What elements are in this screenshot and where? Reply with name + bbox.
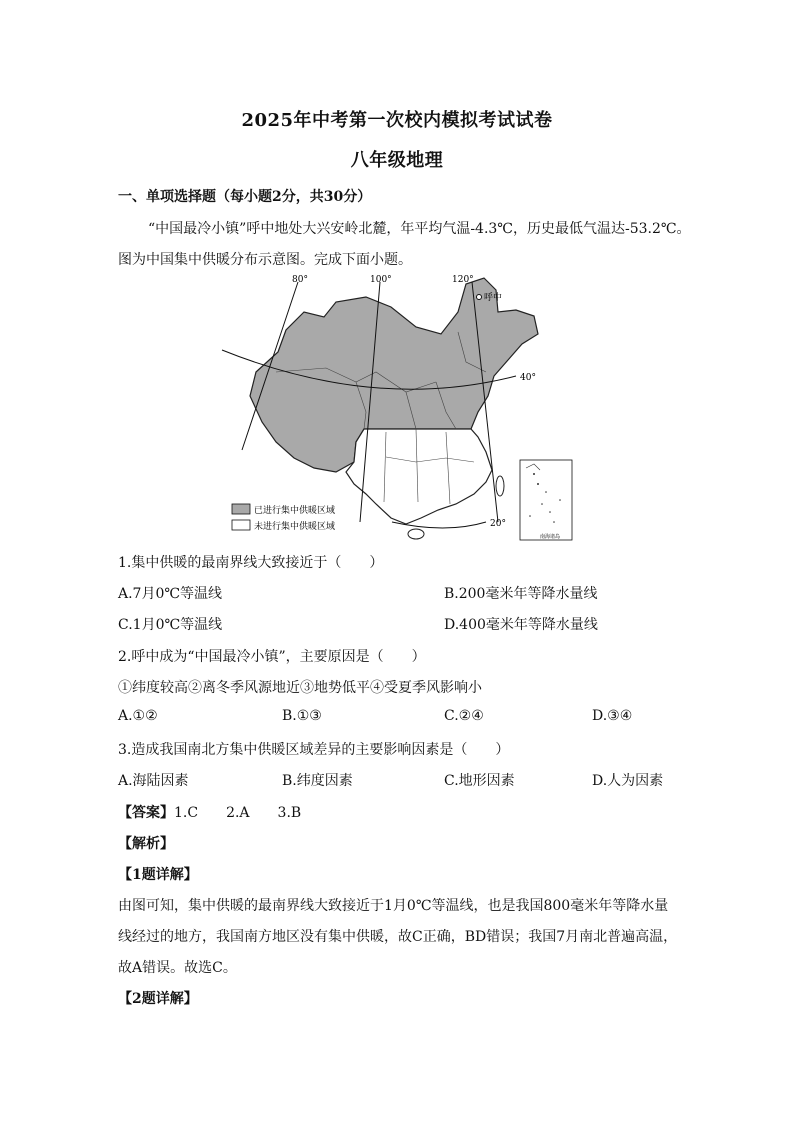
intro-text-line1: “中国最冷小镇”呼中地处大兴安岭北麓，年平均气温-4.3℃，历史最低气温达-53.2℃。 [148, 221, 691, 237]
intro-text-line2: 图为中国集中供暖分布示意图。完成下面小题。 [118, 252, 412, 268]
legend-swatch-heated [232, 504, 250, 514]
legend-label-unheated: 未进行集中供暖区域 [254, 522, 336, 532]
q1-option-a: A.7月0℃等温线 [118, 586, 223, 602]
exam-subject: 八年级地理 [350, 150, 444, 171]
answer-values: 1.C 2.A 3.B [174, 805, 302, 821]
south-sea-inset [520, 460, 572, 540]
heating-distribution-map [216, 272, 576, 542]
q3-option-d: D.人为因素 [592, 773, 664, 789]
detail-1-label: 【1题详解】 [118, 867, 198, 883]
unheated-region [346, 429, 492, 524]
q2-option-d: D.③④ [592, 708, 633, 724]
q2-option-a: A.①② [118, 708, 158, 724]
hainan-island [408, 529, 424, 539]
legend-label-heated: 已进行集中供暖区域 [254, 506, 336, 516]
lon-label-100: 100° [370, 275, 392, 285]
question-2-stem: 2.呼中成为“中国最冷小镇”，主要原因是（ ） [118, 649, 426, 665]
q2-option-c: C.②④ [444, 708, 484, 724]
question-3-stem: 3.造成我国南北方集中供暖区域差异的主要影响因素是（ ） [118, 742, 510, 758]
analysis-label: 【解析】 [118, 836, 174, 852]
q1-option-c: C.1月0℃等温线 [118, 617, 223, 633]
q1-option-d: D.400毫米年等降水量线 [444, 617, 598, 633]
lat-label-20: 20° [490, 519, 506, 529]
lat-label-40: 40° [520, 373, 536, 383]
q3-option-a: A.海陆因素 [118, 773, 189, 789]
detail-1-line-1: 由图可知，集中供暖的最南界线大致接近于1月0℃等温线，也是我国800毫米年等降水量 [118, 898, 669, 914]
q3-option-c: C.地形因素 [444, 773, 515, 789]
huzhong-marker [477, 295, 482, 300]
legend-swatch-unheated [232, 520, 250, 530]
lon-label-80: 80° [292, 275, 308, 285]
detail-2-label: 【2题详解】 [118, 991, 198, 1007]
exam-title: 2025年中考第一次校内模拟考试试卷 [241, 110, 553, 131]
question-2-choices: ①纬度较高②离冬季风源地近③地势低平④受夏季风影响小 [118, 680, 482, 696]
section-heading: 一、单项选择题（每小题2分，共30分） [118, 189, 372, 205]
answer-label: 【答案】 [118, 805, 174, 821]
taiwan-island [496, 476, 504, 496]
q1-option-b: B.200毫米年等降水量线 [444, 586, 598, 602]
q3-option-b: B.纬度因素 [282, 773, 353, 789]
detail-1-line-2: 线经过的地方，我国南方地区没有集中供暖，故C正确，BD错误；我国7月南北普遍高温， [118, 929, 678, 945]
lon-label-120: 120° [452, 275, 474, 285]
answer-row [118, 802, 301, 822]
question-1-stem: 1.集中供暖的最南界线大致接近于（ ） [118, 555, 384, 571]
inset-label: 南海诸岛 [539, 534, 561, 540]
q2-option-b: B.①③ [282, 708, 322, 724]
detail-1-line-3: 故A错误。故选C。 [118, 960, 237, 976]
huzhong-label: 呼中 [484, 293, 503, 303]
